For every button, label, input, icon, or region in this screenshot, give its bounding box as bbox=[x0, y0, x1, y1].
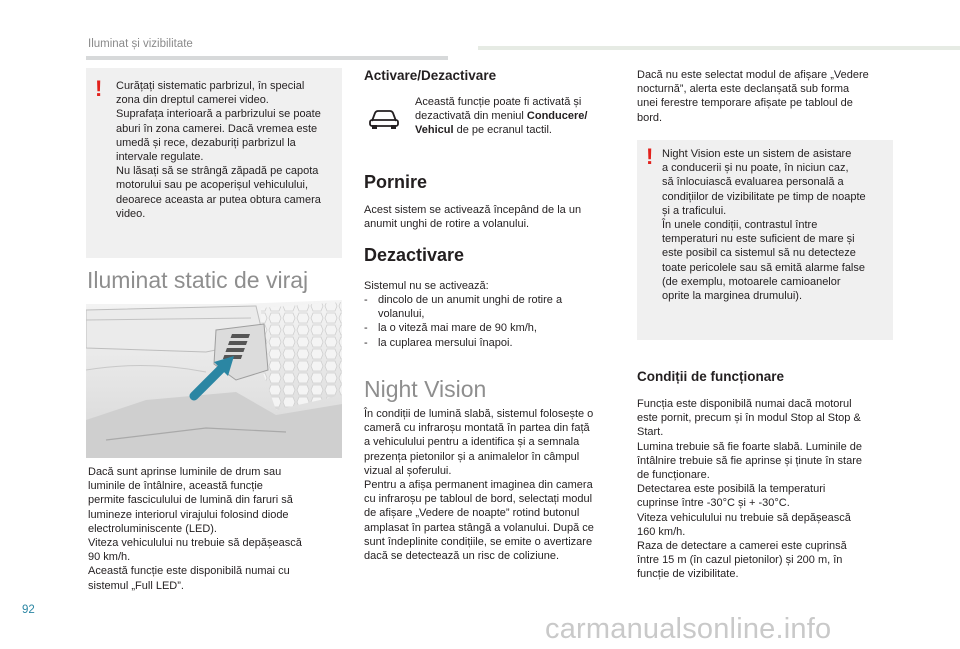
night-vision-warning-text: Night Vision este un sistem de asistare a conducerii și nu poate, în niciun caz, să înlocuiască evaluarea personală a condițiilor de vizibilitate pe timp de noapte și a traficului. În unele condiții, contrastul între temperaturi nu este suficient de mare și este posibil ca sistemul să nu detecteze toate pericolele sau să emită alarme false (de exemplu, motoarele camioanelor oprite la marginea drumului). bbox=[662, 148, 866, 303]
watermark: carmanualsonline.info bbox=[545, 613, 832, 645]
static-cornering-description: Dacă sunt aprinse luminile de drum sau luminile de întâlnire, această funcție permite fasciculului de lumină din faruri să lumineze interiorul virajului folosind diode electroluminiscente (LED). Viteza vehiculului nu trebuie să depășească 90 km/h. Această funcție este disponibilă numai cu sistemul „Full LED”. bbox=[88, 466, 302, 592]
exclamation-icon: ! bbox=[95, 76, 103, 101]
alert-mode-text: Dacă nu este selectat modul de afișare „Vedere nocturnă”, alerta este declanșată sub forma unei ferestre temporare afișate pe tabloul de bord. bbox=[637, 69, 869, 124]
night-vision-text: În condiții de lumină slabă, sistemul folosește o cameră cu infraroșu montată în partea din față a vehiculului pentru a identifica și a semnala prezența pietonilor și a animalelor în câmpul vizual al șoferului. Pentru a afișa permanent imaginea din camera cu infraroșu pe tabloul de bord, selectați modul de afișare „Vedere de noapte” rotind butonul amplasat în partea stângă a volanului. După ce sunt îndeplinite condițiile, se emite o avertizare dacă se detectează un risc de coliziune. bbox=[364, 408, 594, 563]
list-item: - la o viteză mai mare de 90 km/h, bbox=[364, 321, 626, 335]
night-vision-warning-box bbox=[637, 140, 893, 340]
deactivation-intro: Sistemul nu se activează: bbox=[364, 280, 489, 292]
section-heading-static-cornering: Iluminat static de viraj bbox=[87, 267, 309, 293]
exclamation-icon: ! bbox=[646, 144, 654, 169]
activation-text bbox=[415, 95, 640, 138]
start-heading: Pornire bbox=[364, 172, 428, 192]
header-divider-left bbox=[86, 56, 448, 60]
cleaning-warning-text: Curățați sistematic parbrizul, în special zona din dreptul camerei video. Suprafața interioară a parbrizului se poate aburi în zona camerei. Dacă vremea este umedă și rece, dezaburiți parbrizul la intervale regulate. Nu lăsați să se strângă zăpadă pe capota motorului sau pe acoperișul vehiculului, deoarece aceasta ar putea obtura camera video. bbox=[116, 80, 321, 220]
deactivation-list bbox=[364, 293, 626, 350]
cleaning-warning-box bbox=[86, 68, 342, 258]
conditions-heading: Condiții de funcționare bbox=[637, 369, 784, 384]
list-item: - la cuplarea mersului înapoi. bbox=[364, 336, 626, 350]
headlamp-illustration bbox=[86, 300, 342, 458]
section-header-title: Iluminat și vizibilitate bbox=[88, 38, 193, 50]
headlamp-photo bbox=[86, 300, 342, 458]
start-text: Acest sistem se activează începând de la un anumit unghi de rotire a volanului. bbox=[364, 204, 582, 231]
car-icon bbox=[368, 108, 400, 130]
activation-menu-path: Conducere/ Vehicul bbox=[415, 110, 588, 137]
page-number: 92 bbox=[22, 604, 35, 616]
activation-heading: Activare/Dezactivare bbox=[364, 68, 497, 83]
activation-text-part-2: de pe ecranul tactil. bbox=[453, 124, 552, 137]
night-vision-heading: Night Vision bbox=[364, 376, 487, 402]
activation-text-part-1: Această funcție poate fi activată și dezactivată din meniul bbox=[415, 96, 582, 123]
conditions-text: Funcția este disponibilă numai dacă motorul este pornit, precum și în modul Stop al Stop & Start. Lumina trebuie să fie foarte slabă. Luminile de întâlnire trebuie să fie aprinse și ținute în stare de funcționare. Detectarea este posibilă la temperaturi cuprinse între -30°C și + -30°C. Viteza vehiculului nu trebuie să depășească 160 km/h. Raza de detectare a camerei este cuprinsă între 15 m (în cazul pietonilor) și 200 m, în funcție de vizibilitate. bbox=[637, 398, 863, 581]
deactivation-heading: Dezactivare bbox=[364, 245, 465, 265]
list-item: - dincolo de un anumit unghi de rotire a volanului, bbox=[364, 293, 626, 321]
header-divider-right bbox=[478, 46, 960, 50]
